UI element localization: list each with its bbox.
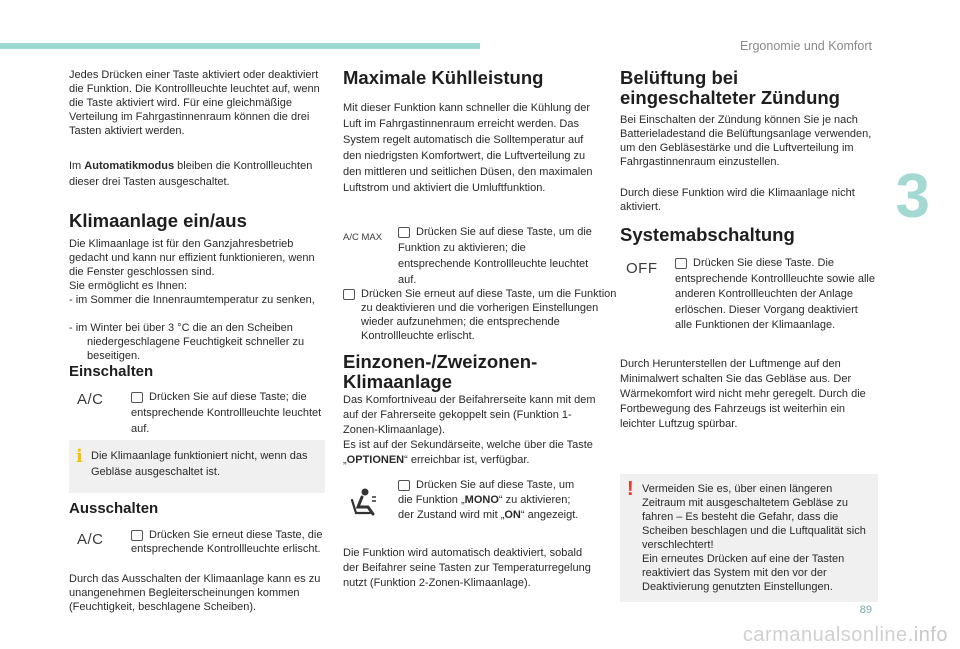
arrow-bullet-icon xyxy=(398,227,410,238)
mono-text: Drücken Sie auf diese Taste, um die Funktion „MONO“ zu aktivieren; der Zustand wird mit „ON“ angezeigt. xyxy=(398,479,579,521)
heading-einschalten: Einschalten xyxy=(69,363,154,380)
warning-text: Vermeiden Sie es, über einen längeren Zeitraum mit ausgeschaltetem Gebläse zu fahren – Es besteht die Gefahr, dass die Scheiben beschlagen und die Luftqualität sich verschlechtert! xyxy=(642,483,866,551)
einschalten-text: Drücken Sie auf diese Taste; die entsprechende Kontrollleuchte leuchtet auf. xyxy=(131,391,322,435)
zone-text-2: Es ist auf der Sekundärseite, welche über die Taste „OPTIONEN“ erreichbar ist, verfügbar. xyxy=(343,439,593,466)
auto-mode-text: Im Automatikmodus bleiben die Kontrollleuchten dieser drei Tasten ausgeschaltet. xyxy=(69,160,313,188)
belueftung-text-2: Durch diese Funktion wird die Klimaanlage nicht aktiviert. xyxy=(620,187,855,213)
info-box xyxy=(69,440,325,493)
chapter-number: 3 xyxy=(895,162,930,231)
klima-list-item: - im Sommer die Innenraumtemperatur zu senken, xyxy=(69,294,315,306)
zone-auto-text: Die Funktion wird automatisch deaktiviert, sobald der Beifahrer seine Tasten zur Temperaturregelung nutzt (Funktion 2-Zonen-Klimaanlage). xyxy=(343,547,591,589)
max-on-text: Drücken Sie auf diese Taste, um die Funktion zu aktivieren; die entsprechende Kontrollleuchte leuchtet auf. xyxy=(398,226,592,286)
max-off-text: Drücken Sie erneut auf diese Taste, um die Funktion zu deaktivieren und die vorherigen Einstellungen wieder aufzunehmen; die entsprechende Kontrollleuchte erlischt. xyxy=(343,287,617,343)
mono-seat-icon xyxy=(348,488,378,516)
arrow-bullet-icon xyxy=(343,289,355,300)
arrow-bullet-icon xyxy=(131,530,143,541)
info-icon: i xyxy=(76,446,83,467)
klima-enables: Sie ermöglicht es Ihnen: xyxy=(69,280,188,292)
ac-button-icon: A/C xyxy=(77,531,104,548)
heading-klimaanlage: Klimaanlage ein/aus xyxy=(69,210,247,231)
page-number: 89 xyxy=(859,604,872,616)
belueftung-text: Bei Einschalten der Zündung können Sie je nach Batterieladestand die Belüftungsanlage verwenden, um den Gebläsestärke und die Luftverteilung im Fahrgastinnenraum einzustellen. xyxy=(620,114,872,168)
arrow-bullet-icon xyxy=(131,392,143,403)
heading-einzonen-zweizonen: Einzonen-/Zweizonen-Klimaanlage xyxy=(343,351,538,392)
heading-ausschalten: Ausschalten xyxy=(69,500,159,517)
arrow-bullet-icon xyxy=(675,258,687,269)
klima-text: Die Klimaanlage ist für den Ganzjahresbetrieb gedacht und kann nur effizient funktionieren, wenn die Fenster geschlossen sind. xyxy=(69,238,315,278)
watermark: carmanualsonline.info xyxy=(742,624,948,646)
arrow-bullet-icon xyxy=(398,480,410,491)
warning-icon: ! xyxy=(627,478,634,500)
off-text: Drücken Sie diese Taste. Die entsprechende Kontrollleuchte sowie alle anderen Kontrollleuchten der Anlage erlöschen. Dieser Vorgang deaktiviert alle Funktionen der Klimaanlage. xyxy=(675,257,875,331)
warning-text-2: Ein erneutes Drücken auf eine der Tasten reaktiviert das System mit den vor der Deaktivierung genutzten Einstellungen. xyxy=(642,553,845,593)
info-text: Die Klimaanlage funktioniert nicht, wenn das Gebläse ausgeschaltet ist. xyxy=(91,450,308,478)
zone-text: Das Komfortniveau der Beifahrerseite kann mit dem auf der Fahrerseite gekoppelt sein (Funktion 1-Zonen-Klimaanlage). xyxy=(343,394,596,436)
klima-list-item: - im Winter bei über 3 °C die an den Scheiben niedergeschlagene Feuchtigkeit schneller zu beseitigen. xyxy=(69,322,305,362)
section-title: Ergonomie und Komfort xyxy=(739,39,872,53)
intro-text: Jedes Drücken einer Taste aktiviert oder deaktiviert die Funktion. Die Kontrollleuchte leuchtet auf, wenn die Taste aktiviert wird. Für eine gleichmäßige Verteilung im Fahrgastinnenraum können die drei Tasten aktiviert werden. xyxy=(69,69,320,137)
ausschalten-note: Durch das Ausschalten der Klimaanlage kann es zu unangenehmen Begleiterscheinungen kommen (Feuchtigkeit, beschlagene Scheiben). xyxy=(69,573,321,613)
max-text: Mit dieser Funktion kann schneller die Kühlung der Luft im Fahrgastinnenraum erreicht werden. Das System regelt automatisch die Solltemperatur auf den niedrigsten Komfortwert, die Luftverteilung zu den mittleren und seitlichen Düsen, den maximalen Luftstrom und aktiviert die Umluftfunktion. xyxy=(343,102,593,194)
heading-maximale-kuehlleistung: Maximale Kühlleistung xyxy=(343,67,544,88)
header-accent-bar xyxy=(0,43,480,49)
ac-max-button-icon: A/C MAX xyxy=(343,232,383,243)
systemabschaltung-text: Durch Herunterstellen der Luftmenge auf den Minimalwert schalten Sie das Gebläse aus. Der Wärmekomfort wird nicht mehr geregelt. Durch die Fortbewegung des Fahrzeugs ist weiterhin ein leichter Luftzug spürbar. xyxy=(620,358,866,430)
warning-box xyxy=(620,474,878,602)
off-button-icon: OFF xyxy=(626,260,658,277)
ausschalten-text: Drücken Sie erneut diese Taste, die entsprechende Kontrollleuchte erlischt. xyxy=(131,529,323,555)
heading-belueftung: Belüftung bei eingeschalteter Zündung xyxy=(620,67,840,108)
heading-systemabschaltung: Systemabschaltung xyxy=(620,224,795,245)
ac-button-icon: A/C xyxy=(77,391,104,408)
